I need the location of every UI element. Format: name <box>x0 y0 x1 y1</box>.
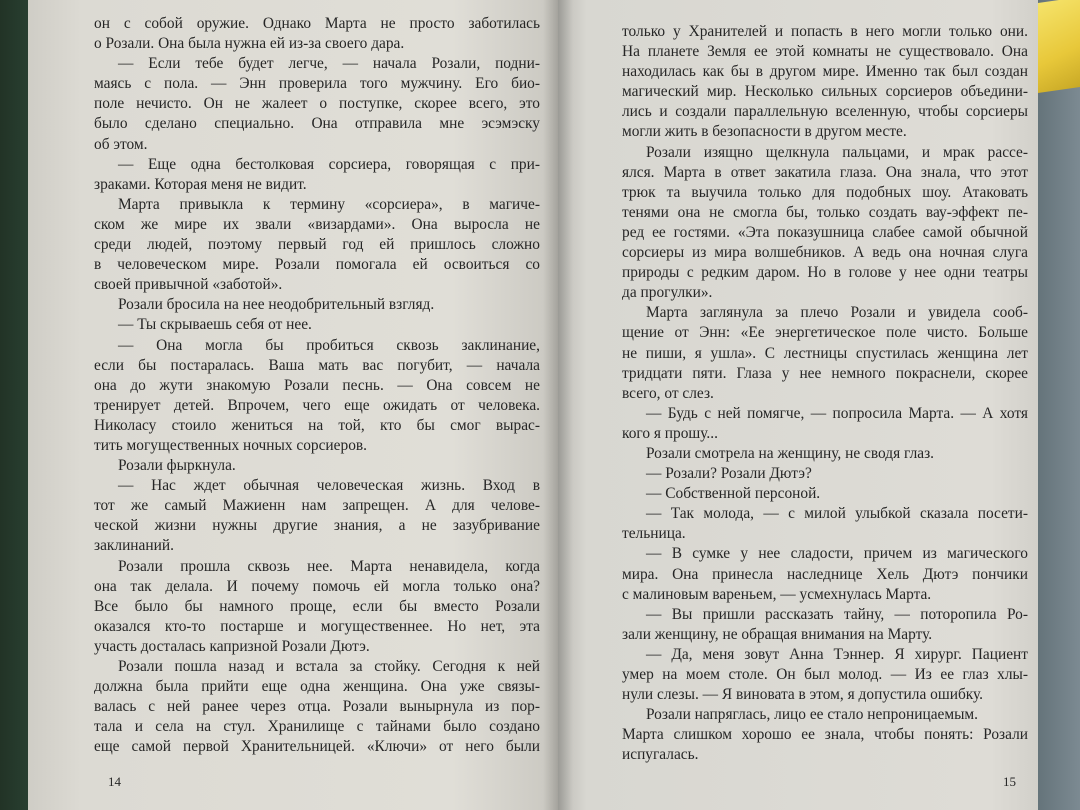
text-line: Марта заглянула за плечо Розали и увидела сооб- <box>646 304 1028 322</box>
text-line: Розали изящно щелкнула пальцами, и мрак рассе- <box>646 143 1028 161</box>
text-line: всего, от слез. <box>622 384 714 402</box>
text-line: да прогулки». <box>622 284 713 302</box>
text-line: об этом. <box>94 135 148 153</box>
yellow-marker <box>1038 0 1080 93</box>
book-spread <box>28 0 1038 810</box>
text-line: тридцати пяти. Глаза у нее немного покраснели, скорее <box>622 364 1028 382</box>
text-line: заклинаний. <box>94 537 174 555</box>
text-line: На планете Земля ее этой комнаты не существовало. Она <box>622 43 1028 61</box>
text-line: могли жить в безопасности в другом месте. <box>622 123 907 141</box>
book-gutter <box>543 0 573 810</box>
text-line: — Так молода, — с милой улыбкой сказала посети- <box>646 505 1028 523</box>
text-line: ском же мире их звали «визардами». Она выросла не <box>94 215 540 233</box>
text-line: должна была прийти еще одна женщина. Она уже связы- <box>94 678 540 696</box>
text-line: он с собой оружие. Однако Марта не просто заботилась <box>94 15 540 32</box>
text-line: Розали смотрела на женщину, не сводя глаз. <box>646 444 935 462</box>
text-line: ред ее гостями. «Эта показушница слабее самой обычной <box>622 223 1028 241</box>
text-line: — Собственной персоной. <box>646 485 821 503</box>
text-line: — Если тебе будет легче, — начала Розали, подни- <box>118 55 540 73</box>
text-line: — Ты скрываешь себя от нее. <box>118 316 312 334</box>
right-page <box>558 0 1038 810</box>
text-line: испугалась. <box>622 746 699 764</box>
text-line: магический мир. Несколько сильных сорсиеров объедини- <box>622 83 1028 101</box>
text-line: если бы постаралась. Ваша мать вас погубит, — начала <box>94 356 540 374</box>
text-line: Марта привыкла к термину «сорсиера», в магиче- <box>118 195 540 213</box>
text-line: кого я прошу... <box>622 424 718 442</box>
text-line: щение от Энн: «Ее энергетическое поле чисто. Больше <box>622 324 1028 342</box>
text-line: нули слезы. — Я виновата в этом, я допустила ошибку. <box>622 686 984 704</box>
text-line: — Да, меня зовут Анна Тэннер. Я хирург. Пациент <box>646 645 1028 663</box>
text-line: находилась как бы в другом мире. Именно так был создан <box>622 63 1028 81</box>
text-line: зраками. Которая меня не видит. <box>94 175 307 193</box>
text-line: тить могущественных ночных сорсиеров. <box>94 436 368 454</box>
text-line: своей привычной «заботой». <box>94 276 283 294</box>
text-line: было сделано специально. Она отправила мне эсэмэску <box>94 115 540 133</box>
text-line: Николасу стоило жениться на той, кто бы смог вырас- <box>94 416 540 434</box>
text-line: среди людей, поэтому первый год ей пришлось сложно <box>94 236 540 254</box>
left-page-text <box>94 14 540 757</box>
text-line: еще самой первой Хранительницей. «Ключи» от него были <box>94 738 540 756</box>
text-line: в человеческом мире. Розали помогала ей освоиться со <box>94 256 540 274</box>
text-line: лись и создали параллельную вселенную, чтобы сорсиеры <box>622 103 1028 121</box>
text-line: тельница. <box>622 525 686 543</box>
page-number-left: 14 <box>108 774 121 789</box>
text-line: только у Хранителей и попасть в него могли только они. <box>622 23 1028 40</box>
text-line: с малиновым вареньем, — усмехнулась Марта. <box>622 585 932 603</box>
text-line: поле нечисто. Он не жалеет о поступке, скорее всего, это <box>94 95 540 113</box>
text-line: ялся. Марта в ответ закатила глаза. Она знала, что этот <box>622 163 1028 181</box>
text-line: она до жути знакомую Розали песнь. — Она совсем не <box>94 376 540 394</box>
text-line: — Будь с ней помягче, — попросила Марта. — А хотя <box>646 404 1028 422</box>
text-line: трюк та выучила только для подобных шоу. Атаковать <box>622 183 1028 201</box>
text-line: валась с ней ранее через отца. Розали вынырнула из пор- <box>94 698 540 716</box>
text-line: она так делала. И почему помочь ей могла только она? <box>94 577 540 595</box>
right-page-text <box>622 22 1028 765</box>
text-line: о Розали. Она была нужна ей из-за своего дара. <box>94 35 405 53</box>
text-line: ческой жизни нужны другие знания, а не зазубривание <box>94 517 540 535</box>
text-line: участь досталась капризной Розали Дютэ. <box>94 637 370 655</box>
text-line: не пиши, я ушла». С лестницы спустилась женщина лет <box>622 344 1028 362</box>
text-line: оказался кто-то постарше и могущественнее. Но нет, эта <box>94 617 540 635</box>
text-line: Все было бы намного проще, если бы вместо Розали <box>94 597 540 615</box>
text-line: Розали напряглась, лицо ее стало непроницаемым. <box>646 706 979 724</box>
text-line: Розали бросила на нее неодобрительный взгляд. <box>118 296 435 314</box>
text-line: — Она могла бы пробиться сквозь заклинание, <box>118 336 540 354</box>
text-line: сорсиеры из мира волшебников. А ведь она ночная слуга <box>622 244 1028 262</box>
text-line: зали женщину, не обращая внимания на Марту. <box>622 625 933 643</box>
text-line: Розали пошла назад и встала за стойку. Сегодня к ней <box>118 658 540 675</box>
text-line: — В сумке у нее сладости, причем из магического <box>646 545 1028 563</box>
page-number-right: 15 <box>1003 774 1016 789</box>
text-line: — Нас ждет обычная человеческая жизнь. Вход в <box>118 477 540 495</box>
text-line: маясь с пола. — Энн проверила того мужчину. Его био- <box>94 75 540 93</box>
text-line: умер на моем столе. Он был молод. — Из ее глаз хлы- <box>622 666 1028 683</box>
text-line: тала и села на стул. Хранилище с тайнами было создано <box>94 718 540 736</box>
text-line: Розали прошла сквозь нее. Марта ненавидела, когда <box>118 557 540 575</box>
text-line: Розали фыркнула. <box>118 457 236 475</box>
text-line: тот же самый Мажиенн нам запрещен. А для челове- <box>94 497 540 515</box>
text-line: природы с редким даром. Но в голове у нее одни театры <box>622 264 1028 282</box>
text-line: мира. Она принесла наследнице Хель Дютэ пончики <box>622 565 1028 583</box>
text-line: — Еще одна бестолковая сорсиера, говорящая с при- <box>118 155 540 173</box>
text-line: тренирует детей. Впрочем, чего еще ожидать от человека. <box>94 396 540 414</box>
left-page <box>28 0 558 810</box>
text-line: — Вы пришли рассказать тайну, — поторопила Ро- <box>646 605 1028 623</box>
text-line: Марта слишком хорошо ее знала, чтобы понять: Розали <box>622 726 1028 744</box>
text-line: тенями она не смогла бы, только создать вау-эффект пе- <box>622 203 1028 221</box>
text-line: — Розали? Розали Дютэ? <box>646 465 812 483</box>
